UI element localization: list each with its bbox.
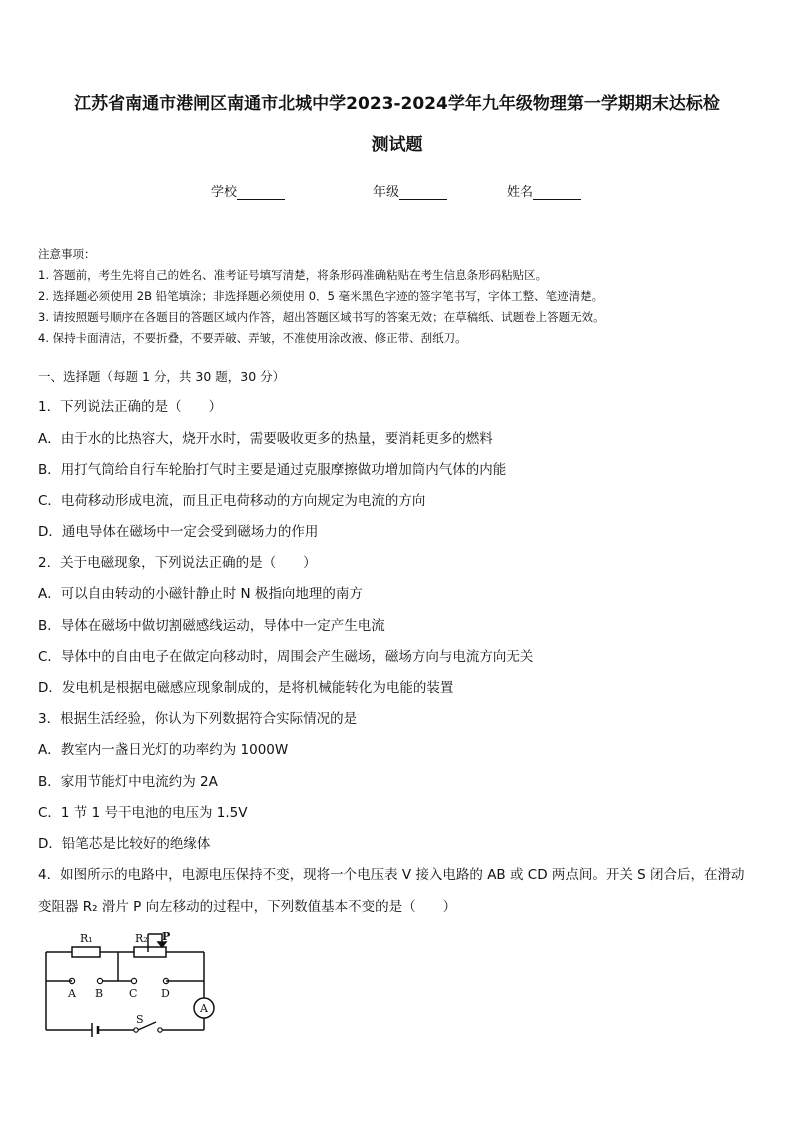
question-1-stem: 1．下列说法正确的是（ ） [38,399,223,415]
section-heading: 一、选择题（每题 1 分，共 30 题，30 分） [38,369,286,384]
question-1-option-d: D．通电导体在磁场中一定会受到磁场力的作用 [38,524,319,540]
question-2-option-a: A．可以自由转动的小磁针静止时 N 极指向地理的南方 [38,586,363,602]
notes-block [38,244,768,349]
note-item: 1. 答题前，考生先将自己的姓名、准考证号填写清楚，将条形码准确粘贴在考生信息条形码粘贴区。 [38,268,548,282]
name-label: 姓名 [507,185,534,200]
label-p: P [162,930,171,943]
label-switch: S [136,1013,144,1026]
question-3-option-c: C．1 节 1 号干电池的电压为 1.5V [38,805,248,821]
notes-heading: 注意事项： [38,247,96,261]
note-item: 3. 请按照题号顺序在各题目的答题区域内作答，超出答题区域书写的答案无效；在草稿纸、试题卷上答题无效。 [38,310,605,324]
label-r2: R₂ [135,932,148,945]
school-label: 学校 [211,185,238,200]
question-4-stem-line-1: 4．如图所示的电路中，电源电压保持不变，现将一个电压表 V 接入电路的 AB 或 CD 两点间。开关 S 闭合后，在滑动 [38,867,745,883]
question-2-option-d: D．发电机是根据电磁感应现象制成的，是将机械能转化为电能的装置 [38,680,454,696]
question-3-stem: 3．根据生活经验，你认为下列数据符合实际情况的是 [38,711,358,727]
question-3-option-b: B．家用节能灯中电流约为 2A [38,774,218,790]
label-r1: R₁ [80,932,93,945]
switch-contact [158,1028,162,1032]
student-info-fields [0,181,794,201]
question-1-option-c: C．电荷移动形成电流，而且正电荷移动的方向规定为电流的方向 [38,493,426,509]
label-b: B [95,987,104,1000]
note-item: 4. 保持卡面清洁，不要折叠，不要弄破、弄皱，不准使用涂改液、修正带、刮纸刀。 [38,331,467,345]
question-2-option-b: B．导体在磁场中做切割磁感线运动，导体中一定产生电流 [38,618,385,634]
label-d: D [161,987,170,1000]
question-3-option-a: A．教室内一盏日光灯的功率约为 1000W [38,742,289,758]
resistor-r2 [134,947,166,957]
resistor-r1 [72,947,100,957]
question-2-option-c: C．导体中的自由电子在做定向移动时，周围会产生磁场，磁场方向与电流方向无关 [38,649,534,665]
label-ammeter: A [200,1002,208,1015]
grade-blank[interactable] [399,186,447,200]
label-a: A [68,987,76,1000]
circuit-diagram [38,926,228,1041]
school-blank[interactable] [237,186,285,200]
terminal-c [131,978,136,983]
switch-contact [134,1028,138,1032]
question-1-option-a: A．由于水的比热容大，烧开水时，需要吸收更多的热量，要消耗更多的燃料 [38,431,493,447]
exam-title-line-2: 测试题 [371,135,423,155]
grade-label: 年级 [373,185,400,200]
grade-field[interactable] [373,181,447,200]
question-2-stem: 2．关于电磁现象，下列说法正确的是（ ） [38,555,317,571]
question-3-option-d: D．铅笔芯是比较好的绝缘体 [38,836,211,852]
note-item: 2. 选择题必须使用 2B 铅笔填涂；非选择题必须使用 0．5 毫米黑色字迹的签字笔书写，字体工整、笔迹清楚。 [38,289,604,303]
name-blank[interactable] [533,186,581,200]
question-4-stem-line-2: 变阻器 R₂ 滑片 P 向左移动的过程中，下列数值基本不变的是（ ） [38,899,457,915]
school-field[interactable] [211,181,285,200]
terminal-b [97,978,102,983]
question-1-option-b: B．用打气筒给自行车轮胎打气时主要是通过克服摩擦做功增加筒内气体的内能 [38,462,507,478]
name-field[interactable] [507,181,581,200]
exam-title-line-1: 江苏省南通市港闸区南通市北城中学2023-2024学年九年级物理第一学期期末达标检 [74,94,720,114]
label-c: C [129,987,138,1000]
